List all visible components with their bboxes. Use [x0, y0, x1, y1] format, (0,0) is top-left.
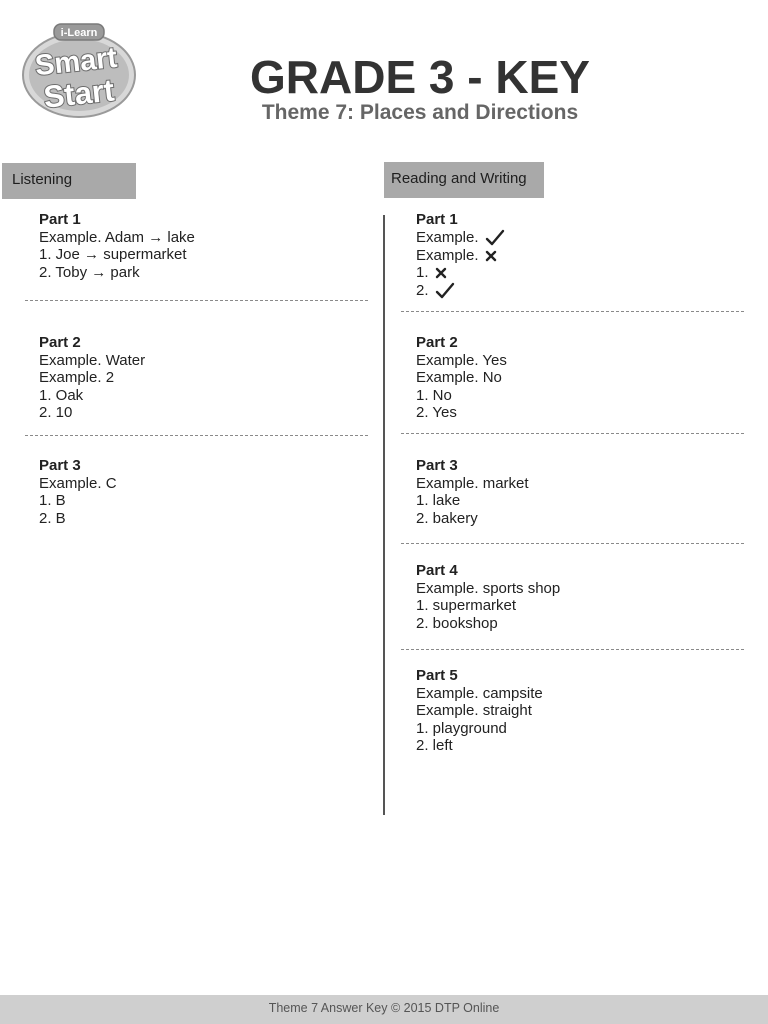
svg-text:Smart: Smart	[33, 41, 119, 83]
answer-label: 1.	[416, 264, 429, 282]
reading-writing-header: Reading and Writing	[384, 162, 544, 198]
answer-line: 2. bakery	[416, 509, 478, 527]
answer-line: Example. Water	[39, 351, 146, 369]
part-title: Part 1	[416, 211, 458, 228]
part-title: Part 4	[416, 562, 458, 579]
answer-line	[416, 264, 505, 282]
answer-label: Example.	[416, 246, 479, 264]
answer-label: 2.	[416, 281, 429, 299]
part-title: Part 3	[39, 457, 81, 474]
answer-line: Example. sports shop	[416, 579, 561, 597]
answer-line: Example. market	[416, 474, 529, 492]
answer-line: Example. Adam → lake	[39, 228, 195, 246]
listening-part-1	[39, 211, 195, 281]
answer-line: 1. playground	[416, 719, 507, 737]
page-subtitle: Theme 7: Places and Directions	[261, 101, 579, 124]
answer-line: Example. Yes	[416, 351, 507, 369]
part-title: Part 2	[416, 334, 458, 351]
check-icon	[435, 282, 455, 300]
answer-line: 2. bookshop	[416, 614, 498, 632]
svg-text:Start: Start	[41, 72, 116, 115]
cross-icon	[485, 250, 497, 262]
dashed-separator	[401, 433, 744, 434]
answer-line: Example. 2	[39, 369, 115, 386]
answer-line: 1. B	[39, 492, 66, 509]
reading-part-3	[416, 457, 529, 527]
answer-line: 2. Yes	[416, 404, 457, 421]
answer-line	[416, 229, 505, 247]
dashed-separator	[401, 311, 744, 312]
listening-part-2	[39, 334, 145, 422]
answer-line: 2. 10	[39, 404, 73, 421]
cross-icon	[435, 267, 447, 279]
answer-line: 1. Oak	[39, 386, 84, 404]
answer-line: Example. campsite	[416, 684, 543, 702]
answer-line	[416, 247, 505, 265]
column-divider	[383, 215, 385, 815]
svg-text:i-Learn: i-Learn	[60, 27, 98, 39]
reading-part-5	[416, 667, 543, 755]
answer-label: Example.	[416, 228, 479, 246]
page-footer: Theme 7 Answer Key © 2015 DTP Online	[0, 995, 768, 1024]
answer-line: 2. left	[416, 737, 453, 754]
answer-line: Example. No	[416, 369, 502, 386]
answer-line: 1. lake	[416, 492, 461, 509]
reading-part-4	[416, 562, 560, 632]
answer-line: 2. Toby → park	[39, 263, 140, 281]
part-title: Part 2	[39, 334, 81, 351]
smart-start-logo	[20, 20, 138, 120]
dashed-separator	[401, 543, 744, 544]
part-title: Part 5	[416, 667, 458, 684]
listening-part-3	[39, 457, 117, 527]
page-title: GRADE 3 - KEY	[250, 51, 590, 103]
dashed-separator	[25, 300, 368, 301]
answer-line	[416, 282, 505, 300]
part-title: Part 3	[416, 457, 458, 474]
reading-part-1	[416, 211, 505, 300]
part-title: Part 1	[39, 211, 81, 228]
answer-line: 1. No	[416, 386, 452, 404]
answer-line: Example. C	[39, 474, 117, 492]
listening-header: Listening	[2, 163, 136, 199]
reading-part-2	[416, 334, 507, 422]
dashed-separator	[25, 435, 368, 436]
answer-line: 1. Joe → supermarket	[39, 246, 187, 263]
answer-line: Example. straight	[416, 702, 532, 719]
answer-line: 2. B	[39, 509, 66, 527]
answer-line: 1. supermarket	[416, 597, 517, 614]
dashed-separator	[401, 649, 744, 650]
check-icon	[485, 229, 505, 247]
